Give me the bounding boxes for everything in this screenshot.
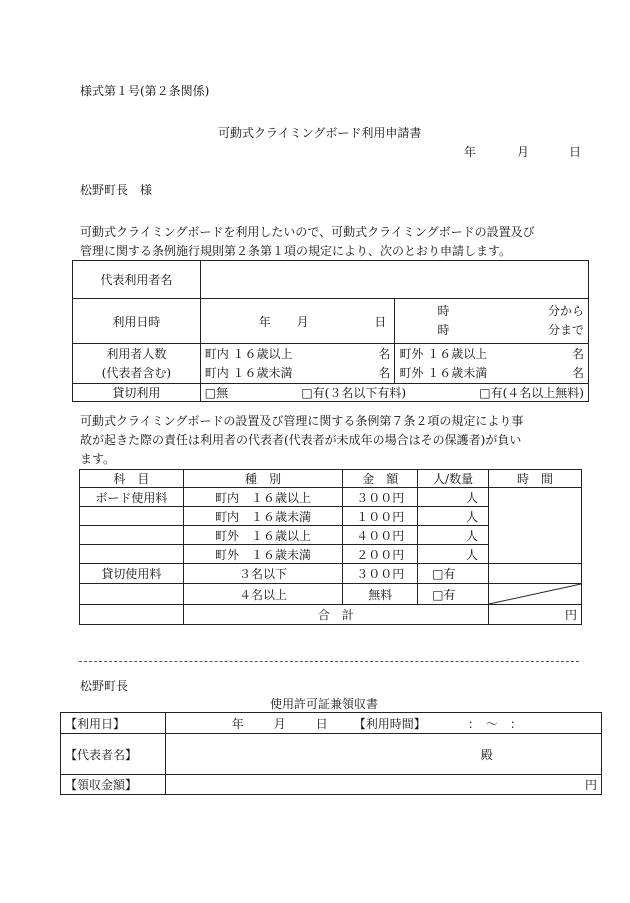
charter-fee-label: 貸切使用料 [80, 564, 184, 584]
application-table [72, 260, 589, 402]
date-day: 日 [569, 145, 582, 159]
fee-kind: 町外 １６歳未満 [183, 545, 343, 564]
fee-amount: ３００円 [343, 564, 418, 584]
fee-amount: ２００円 [343, 545, 418, 564]
fee-table [79, 469, 582, 625]
addressee: 松野町長 様 [80, 183, 153, 197]
out-town-counts[interactable] [395, 344, 589, 384]
use-day-label: 【利用日】 [61, 713, 166, 734]
fee-header-time: 時 間 [488, 470, 581, 488]
table-row [80, 488, 582, 507]
responsibility-line-1: 可動式クライミングボードの設置及び管理に関する条例第７条２項の規定により事 [80, 414, 524, 428]
fee-amount: ３００円 [343, 488, 418, 507]
intro-line-1: 可動式クライミングボードを利用したいので、可動式クライミングボードの設置及び [80, 225, 535, 239]
out-adult-label: 町外 １６歳以上 [399, 346, 488, 361]
unit: 名 [378, 346, 391, 361]
fee-qty-field[interactable]: 人 [418, 488, 489, 507]
blank-cell [80, 526, 184, 545]
fee-header-qty: 人/数量 [418, 470, 489, 488]
table-row [80, 584, 582, 605]
diagonal-line [489, 584, 581, 604]
use-day-field[interactable] [165, 713, 601, 734]
honorific: 殿 [480, 747, 493, 762]
minute-to: 分まで [547, 323, 584, 337]
receipt-amount-field[interactable]: 円 [165, 775, 601, 795]
charter-large-checkbox[interactable]: □有(４名以上無料) [479, 386, 584, 400]
unit: 名 [571, 365, 584, 380]
use-date-label: 利用日時 [73, 299, 201, 344]
charter-large-checkbox[interactable]: □有 [418, 584, 489, 605]
diagonal-cell [488, 584, 581, 605]
total-field[interactable]: 円 [488, 605, 581, 625]
responsibility-line-3: ます。 [80, 452, 116, 466]
receipt-year: 年 [231, 716, 244, 731]
board-fee-label: ボード使用料 [80, 488, 184, 507]
blank-cell [80, 545, 184, 564]
rep-name-field[interactable] [200, 261, 588, 299]
fee-kind: 町内 １６歳未満 [183, 507, 343, 526]
use-day: 日 [374, 314, 387, 329]
receipt-month: 月 [273, 716, 286, 731]
fee-kind: 町内 １６歳以上 [183, 488, 343, 507]
fee-amount: １００円 [343, 507, 418, 526]
user-count-label-2: (代表者含む) [101, 365, 172, 380]
use-time-label: 【利用時間】 [353, 716, 426, 731]
charter-time-field[interactable] [488, 564, 581, 584]
fee-kind: ４名以上 [183, 584, 343, 605]
hour-to: 時 [437, 323, 450, 337]
blank-cell [80, 584, 184, 605]
table-row [80, 605, 582, 625]
receipt-title: 使用許可証兼領収書 [270, 697, 379, 711]
fee-kind: ３名以下 [183, 564, 343, 584]
date-month: 月 [517, 145, 530, 159]
fee-amount: 無料 [343, 584, 418, 605]
page-title: 可動式クライミングボード利用申請書 [218, 126, 422, 140]
time-field[interactable] [488, 488, 581, 564]
use-date-field[interactable] [200, 299, 395, 344]
fee-header-subject: 科 目 [80, 470, 184, 488]
unit: 名 [571, 346, 584, 361]
fee-qty-field[interactable]: 人 [418, 545, 489, 564]
in-minor-label: 町内 １６歳未満 [204, 365, 293, 380]
out-minor-label: 町外 １６歳未満 [399, 365, 488, 380]
use-month: 月 [296, 314, 309, 329]
cut-line [79, 661, 579, 662]
user-count-label-1: 利用者人数 [106, 346, 167, 361]
in-town-counts[interactable] [200, 344, 395, 384]
blank-cell [80, 605, 184, 625]
table-row [80, 564, 582, 584]
date-year: 年 [464, 145, 477, 159]
receipt-amount-label: 【領収金額】 [61, 775, 166, 795]
fee-qty-field[interactable]: 人 [418, 526, 489, 545]
intro-line-2: 管理に関する条例施行規則第２条第１項の規定により、次のとおり申請します。 [80, 244, 512, 258]
user-count-label [73, 344, 201, 384]
responsibility-line-2: 故が起きた際の責任は利用者の代表者(代表者が未成年の場合はその保護者)が負い [80, 433, 522, 447]
charter-label: 貸切利用 [73, 384, 201, 402]
charter-options[interactable] [200, 384, 588, 402]
blank-cell [80, 507, 184, 526]
charter-small-checkbox[interactable]: □有 [418, 564, 489, 584]
receipt-rep-field[interactable] [165, 734, 601, 775]
fee-header-amount: 金 額 [343, 470, 418, 488]
use-time-field[interactable] [395, 299, 589, 344]
use-year: 年 [258, 314, 271, 329]
fee-header-type: 種 別 [183, 470, 343, 488]
receipt-day: 日 [315, 716, 328, 731]
receipt-table [60, 712, 602, 795]
unit: 名 [378, 365, 391, 380]
fee-kind: 町外 １６歳以上 [183, 526, 343, 545]
charter-small-checkbox[interactable]: □有(３名以下有料) [301, 386, 407, 400]
use-time-field[interactable]: ： ～ ： [467, 716, 522, 731]
minute-from: 分から [547, 304, 584, 318]
fee-amount: ４００円 [343, 526, 418, 545]
total-label: 合 計 [183, 605, 488, 625]
receipt-rep-label: 【代表者名】 [61, 734, 166, 775]
fee-qty-field[interactable]: 人 [418, 507, 489, 526]
in-adult-label: 町内 １６歳以上 [204, 346, 293, 361]
form-number: 様式第１号(第２条関係) [80, 84, 210, 98]
hour-from: 時 [437, 304, 450, 318]
rep-name-label: 代表利用者名 [73, 261, 201, 299]
charter-none-checkbox[interactable]: □無 [204, 386, 229, 400]
receipt-issuer: 松野町長 [80, 679, 129, 693]
